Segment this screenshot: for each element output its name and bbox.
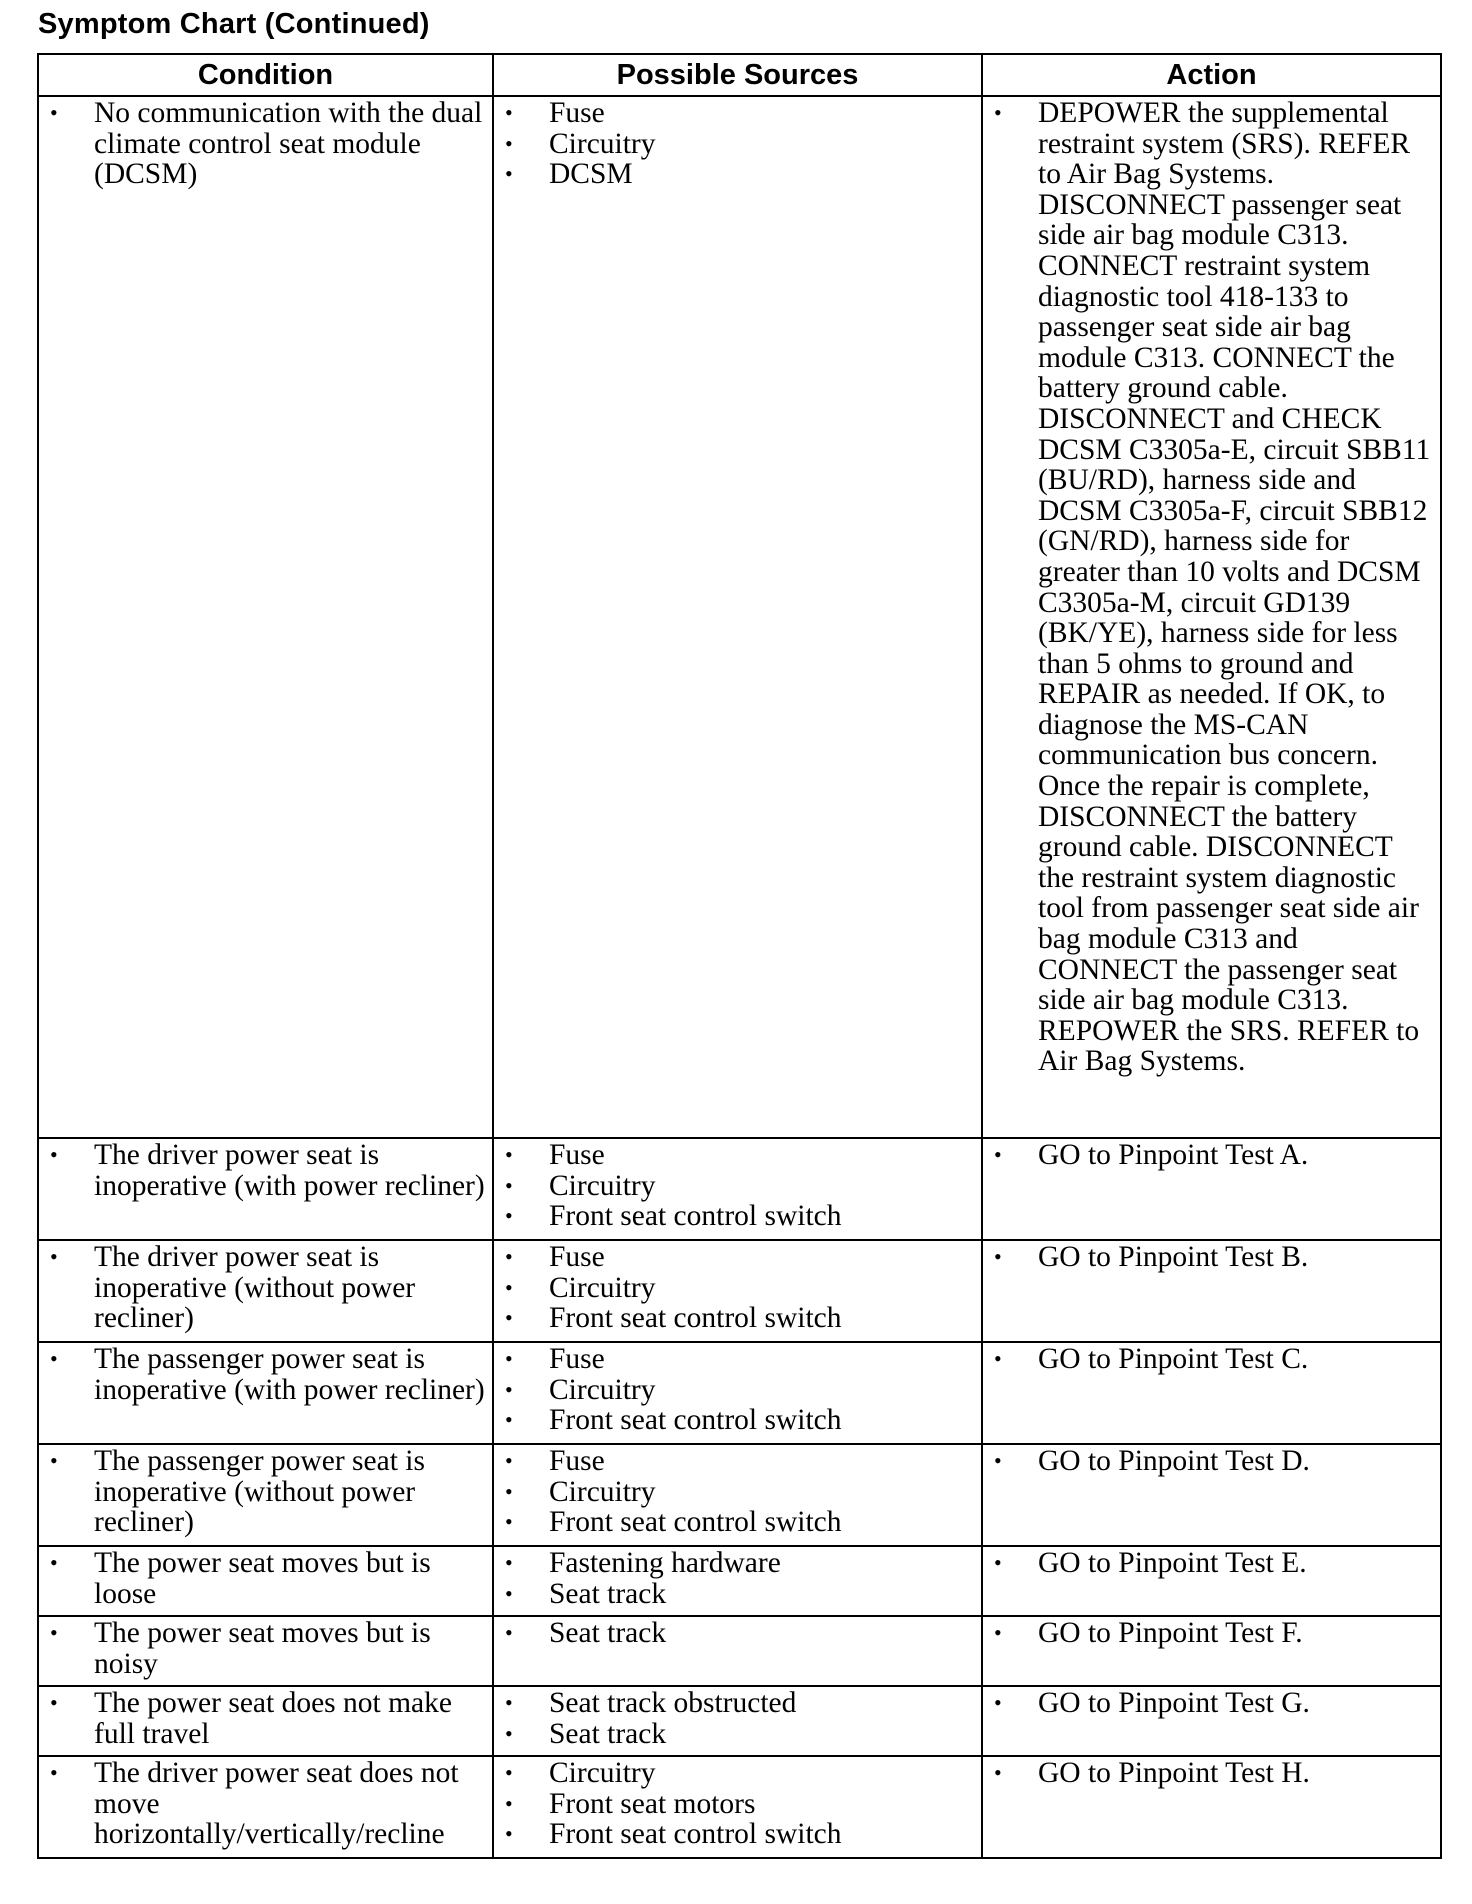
source-item: • Circuitry: [549, 1758, 975, 1789]
action-cell: [982, 1444, 1441, 1546]
action-cell: [982, 1240, 1441, 1342]
action-text: • GO to Pinpoint Test H.: [1038, 1758, 1434, 1789]
source-item: • Seat track: [549, 1719, 975, 1750]
condition-text: • The passenger power seat is inoperative (without power recliner): [94, 1446, 486, 1538]
action-cell: [982, 1546, 1441, 1616]
source-item: • Front seat control switch: [549, 1303, 975, 1334]
header-condition: Condition: [38, 54, 493, 96]
source-item: • Fuse: [549, 98, 975, 129]
action-text: • GO to Pinpoint Test B.: [1038, 1242, 1434, 1273]
action-cell: [982, 1616, 1441, 1686]
page-title: Symptom Chart (Continued): [38, 8, 430, 40]
sources-cell: [493, 1240, 982, 1342]
sources-cell: [493, 96, 982, 1138]
source-item: • Fuse: [549, 1242, 975, 1273]
table-row: [38, 1616, 1441, 1686]
symptom-chart-table: [37, 53, 1442, 1859]
table-row: [38, 1342, 1441, 1444]
table-row: [38, 1240, 1441, 1342]
header-action: Action: [982, 54, 1441, 96]
condition-text: • The power seat moves but is loose: [94, 1548, 486, 1609]
action-text: • GO to Pinpoint Test C.: [1038, 1344, 1434, 1375]
condition-text: • The power seat moves but is noisy: [94, 1618, 486, 1679]
source-item: • Circuitry: [549, 1273, 975, 1304]
condition-cell: [38, 1616, 493, 1686]
action-text: • GO to Pinpoint Test G.: [1038, 1688, 1434, 1719]
action-text: • GO to Pinpoint Test E.: [1038, 1548, 1434, 1579]
action-text: • DEPOWER the supplemental restraint system (SRS). REFER to Air Bag Systems. DISCONNECT passenger seat side air bag module C313. CONNECT restraint system diagnostic tool 418-133 to passenger seat side air bag module C313. CONNECT the battery ground cable. DISCONNECT and CHECK DCSM C3305a-E, circuit SBB11 (BU/RD), harness side and DCSM C3305a-F, circuit SBB12 (GN/RD), harness side for greater than 10 volts and DCSM C3305a-M, circuit GD139 (BK/YE), harness side for less than 5 ohms to ground and REPAIR as needed. If OK, to diagnose the MS-CAN communication bus concern. Once the repair is complete, DISCONNECT the battery ground cable. DISCONNECT the restraint system diagnostic tool from passenger seat side air bag module C313 and CONNECT the passenger seat side air bag module C313. REPOWER the SRS. REFER to Air Bag Systems.: [1038, 98, 1434, 1077]
source-item: • Front seat control switch: [549, 1201, 975, 1232]
condition-text: • No communication with the dual climate control seat module (DCSM): [94, 98, 486, 190]
action-cell: [982, 1342, 1441, 1444]
condition-cell: [38, 1342, 493, 1444]
condition-cell: [38, 1546, 493, 1616]
source-item: • Seat track: [549, 1579, 975, 1610]
action-cell: [982, 96, 1441, 1138]
action-text: • GO to Pinpoint Test F.: [1038, 1618, 1434, 1649]
condition-cell: [38, 96, 493, 1138]
source-item: • Front seat control switch: [549, 1507, 975, 1538]
condition-cell: [38, 1444, 493, 1546]
table-row: [38, 1756, 1441, 1858]
source-item: • Front seat motors: [549, 1789, 975, 1820]
source-item: • Fuse: [549, 1140, 975, 1171]
source-item: • DCSM: [549, 159, 975, 190]
condition-cell: [38, 1138, 493, 1240]
header-row: [38, 54, 1441, 96]
sources-cell: [493, 1138, 982, 1240]
action-cell: [982, 1756, 1441, 1858]
header-possible-sources: Possible Sources: [493, 54, 982, 96]
source-item: • Circuitry: [549, 1375, 975, 1406]
table-row: [38, 1444, 1441, 1546]
action-cell: [982, 1686, 1441, 1756]
condition-cell: [38, 1756, 493, 1858]
condition-text: • The driver power seat is inoperative (without power recliner): [94, 1242, 486, 1334]
sources-cell: [493, 1444, 982, 1546]
source-item: • Fuse: [549, 1344, 975, 1375]
condition-cell: [38, 1686, 493, 1756]
table-row: [38, 1138, 1441, 1240]
action-cell: [982, 1138, 1441, 1240]
source-item: • Fastening hardware: [549, 1548, 975, 1579]
sources-cell: [493, 1616, 982, 1686]
source-item: • Circuitry: [549, 1171, 975, 1202]
table-row: [38, 96, 1441, 1138]
condition-text: • The driver power seat does not move horizontally/vertically/recline: [94, 1758, 486, 1850]
source-item: • Front seat control switch: [549, 1405, 975, 1436]
source-item: • Circuitry: [549, 1477, 975, 1508]
source-item: • Front seat control switch: [549, 1819, 975, 1850]
condition-cell: [38, 1240, 493, 1342]
condition-text: • The passenger power seat is inoperative (with power recliner): [94, 1344, 486, 1405]
sources-cell: [493, 1546, 982, 1616]
condition-text: • The power seat does not make full travel: [94, 1688, 486, 1749]
table-row: [38, 1546, 1441, 1616]
source-item: • Seat track obstructed: [549, 1688, 975, 1719]
action-text: • GO to Pinpoint Test D.: [1038, 1446, 1434, 1477]
condition-text: • The driver power seat is inoperative (with power recliner): [94, 1140, 486, 1201]
source-item: • Seat track: [549, 1618, 975, 1649]
action-text: • GO to Pinpoint Test A.: [1038, 1140, 1434, 1171]
source-item: • Fuse: [549, 1446, 975, 1477]
sources-cell: [493, 1756, 982, 1858]
sources-cell: [493, 1342, 982, 1444]
source-item: • Circuitry: [549, 129, 975, 160]
sources-cell: [493, 1686, 982, 1756]
table-row: [38, 1686, 1441, 1756]
